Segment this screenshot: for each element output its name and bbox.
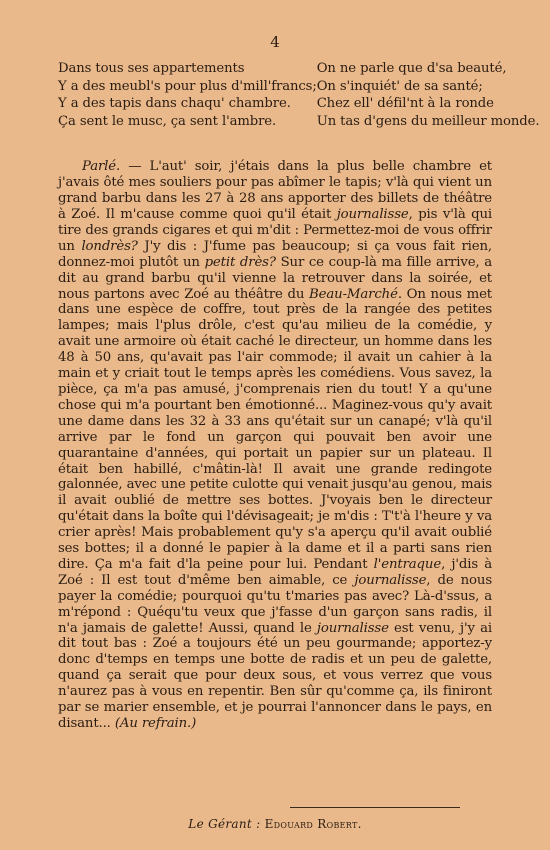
verse-line: Y a des tapis dans chaqu' chambre. <box>58 96 291 111</box>
parle-label: Parlé. <box>82 159 121 175</box>
prose-paragraph: Parlé. — L'aut' soir, j'étais dans la plus belle chambre et j'avais ôté mes souliers pour pas abîmer le tapis; v'là qui vient un grand barbu dans les 27 à 28 ans apporter des billets de théâtre à Zoé. Il m'cause comme quoi qu'il était journalisse, pis v'là qui tire des grands cigares et qui m'dit : Permettez-moi de vous offrir un londrès? J'y dis : J'fume pas beaucoup; si ça vous fait rien, donnez-moi plutôt un petit drès? Sur ce coup-là ma fille arrive, a dit au grand barbu qu'il vienne la retrouver dans la soirée, et nous partons avec Zoé au théâtre du Beau-Marché. On nous met dans une espèce de coffre, tout près de la rangée des petites lampes; mais l'plus drôle, c'est qu'au milieu de la comédie, y avait une armoire où était caché le directeur, un homme dans les 48 à 50 ans, qu'avait pas l'air commode; il avait un cahier à la main et y criait tout le temps après les comédiens. Vous savez, la pièce, ça m'a pas amusé, j'comprenais rien du tout! Y a qu'une chose qui m'a pourtant ben émotionné... Maginez-vous qu'y avait une dame dans les 32 à 33 ans qu'était sur un canapé; v'là qu'il arrive par le fond un garçon qui pouvait ben avoir une quarantaine d'années, qui portait un papier sur un plateau. Il était ben habillé, c'mâtin-là! Il avait une grande redingote galonnée, avec une petite culotte qui venait jusqu'au genou, mais il avait oublié de mettre ses bottes. J'voyais ben le directeur qu'était dans la boîte qui l'dévisageait; je m'dis : T't'à l'heure y va crier après! Mais probablement qu'y s'a aperçu qu'il avait oublié ses bottes; il a donné le papier à la dame et il a parti sans rien dire. Ça m'a fait d'la peine pour lui. Pendant l'entraque, j'dis à Zoé : Il est tout d'même ben aimable, ce journalisse, de nous payer la comédie; pourquoi qu'tu t'maries pas avec? Là-d'ssus, a m'répond : Quéqu'tu veux que j'fasse d'un garçon sans radis, il n'a jamais de galette! Aussi, quand le journalisse est venu, j'y ai dit tout bas : Zoé a toujours été un peu gourmande; apportez-y donc d'temps en temps une botte de radis et un peu de galette, quand ça serait que pour deux sous, et vous verrez que vous n'aurez pas à vous en repentir. Ben sûr qu'comme ça, ils finiront par se marier ensemble, et je pourrai l'annoncer dans le pays, en disant... (Au refrain.) <box>58 159 493 732</box>
refrain-cue: (Au refrain.) <box>114 716 197 732</box>
verse-line: Chez ell' défil'nt à la ronde <box>316 96 494 111</box>
verse-right-column <box>317 60 540 130</box>
footer-rule <box>290 807 460 808</box>
page-number: 4 <box>270 33 280 51</box>
verse-line: On s'inquiét' de sa santé; <box>316 78 483 94</box>
verse-line: Dans tous ses appartements <box>58 61 245 76</box>
footer-name: Edouard Robert. <box>264 817 362 831</box>
verse-line: Un tas d'gens du meilleur monde. <box>316 113 540 129</box>
verse-line: Y a des meubl's pour plus d'mill'francs; <box>58 78 317 94</box>
prose-block <box>58 146 492 745</box>
verse-line: Ça sent le musc, ça sent l'ambre. <box>58 113 277 129</box>
footer <box>0 817 550 831</box>
verse-left-column <box>58 60 317 130</box>
footer-label: Le Gérant : <box>188 817 261 831</box>
verse-line: On ne parle que d'sa beauté, <box>316 61 507 76</box>
verse-block <box>58 60 540 130</box>
